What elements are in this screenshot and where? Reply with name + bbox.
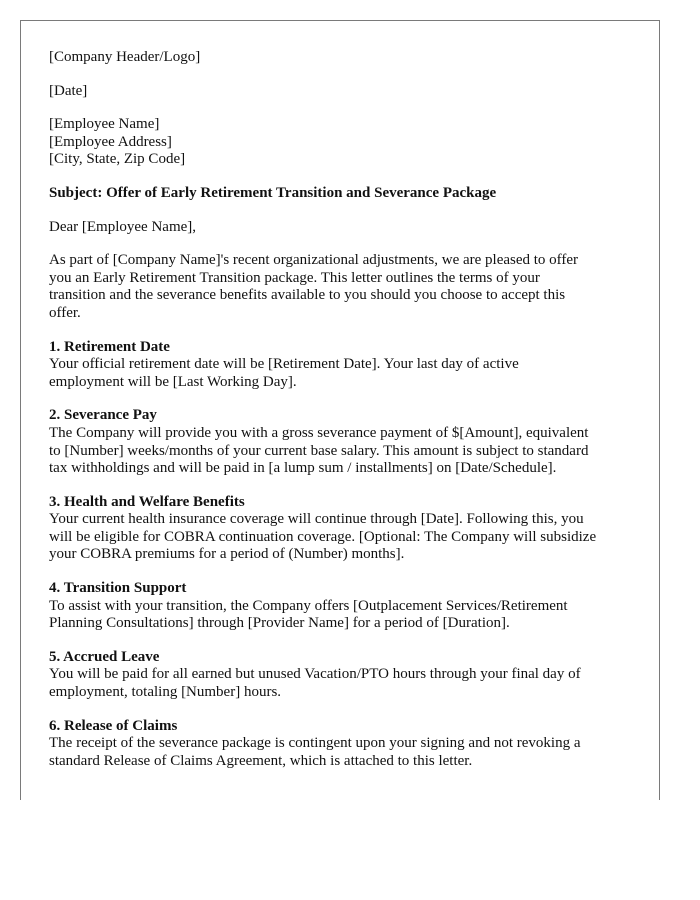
section-release-of-claims — [49, 718, 649, 771]
section-line: Your current health insurance coverage will continue through [Date]. Following this, you — [49, 511, 584, 528]
section-line: employment, totaling [Number] hours. — [49, 684, 282, 701]
section-title: 2. Severance Pay — [49, 407, 157, 424]
section-line: The receipt of the severance package is contingent upon your signing and not revoking a — [49, 735, 581, 752]
section-line: employment will be [Last Working Day]. — [49, 373, 297, 390]
letter-date-text: [Date] — [49, 82, 88, 99]
section-line: your COBRA premiums for a period of (Number) months]. — [49, 546, 405, 563]
section-line: To assist with your transition, the Company offers [Outplacement Services/Retirement — [49, 597, 568, 614]
section-title: 5. Accrued Leave — [49, 648, 160, 665]
section-line: standard Release of Claims Agreement, which is attached to this letter. — [49, 752, 473, 769]
greeting — [49, 219, 649, 237]
section-line: The Company will provide you with a gross severance payment of $[Amount], equivalent — [49, 424, 589, 441]
recipient-line: [City, State, Zip Code] — [49, 151, 186, 168]
section-line: to [Number] weeks/months of your current base salary. This amount is subject to standard — [49, 442, 589, 459]
intro-line: As part of [Company Name]'s recent organizational adjustments, we are pleased to offer — [49, 252, 579, 269]
section-line: You will be paid for all earned but unused Vacation/PTO hours through your final day of — [49, 666, 581, 683]
section-title: 4. Transition Support — [49, 580, 187, 597]
letter-content — [49, 49, 649, 786]
company-header-text: [Company Header/Logo] — [49, 49, 201, 65]
intro-paragraph — [49, 252, 649, 322]
intro-line: offer. — [49, 304, 81, 321]
letter-page — [20, 20, 660, 800]
subject-text: Subject: Offer of Early Retirement Transition and Severance Package — [49, 184, 497, 201]
section-title: 3. Health and Welfare Benefits — [49, 493, 245, 510]
intro-line: transition and the severance benefits available to you should you choose to accept this — [49, 287, 566, 304]
recipient-line: [Employee Address] — [49, 133, 172, 150]
section-severance-pay — [49, 407, 649, 477]
section-line: Your official retirement date will be [Retirement Date]. Your last day of active — [49, 356, 519, 373]
section-title: 6. Release of Claims — [49, 717, 178, 734]
section-line: will be eligible for COBRA continuation coverage. [Optional: The Company will subsidize — [49, 528, 597, 545]
section-line: Planning Consultations] through [Provider Name] for a period of [Duration]. — [49, 615, 510, 632]
section-accrued-leave — [49, 649, 649, 702]
recipient-line: [Employee Name] — [49, 116, 160, 133]
section-title: 1. Retirement Date — [49, 338, 170, 355]
section-transition-support — [49, 580, 649, 633]
greeting-text: Dear [Employee Name], — [49, 218, 197, 235]
letter-date — [49, 83, 649, 101]
subject-line — [49, 185, 649, 203]
section-health-benefits — [49, 494, 649, 564]
intro-line: you an Early Retirement Transition package. This letter outlines the terms of your — [49, 269, 540, 286]
section-retirement-date — [49, 339, 649, 392]
company-header — [49, 49, 649, 67]
recipient-address — [49, 116, 649, 169]
section-line: tax withholdings and will be paid in [a lump sum / installments] on [Date/Schedule]. — [49, 460, 557, 477]
